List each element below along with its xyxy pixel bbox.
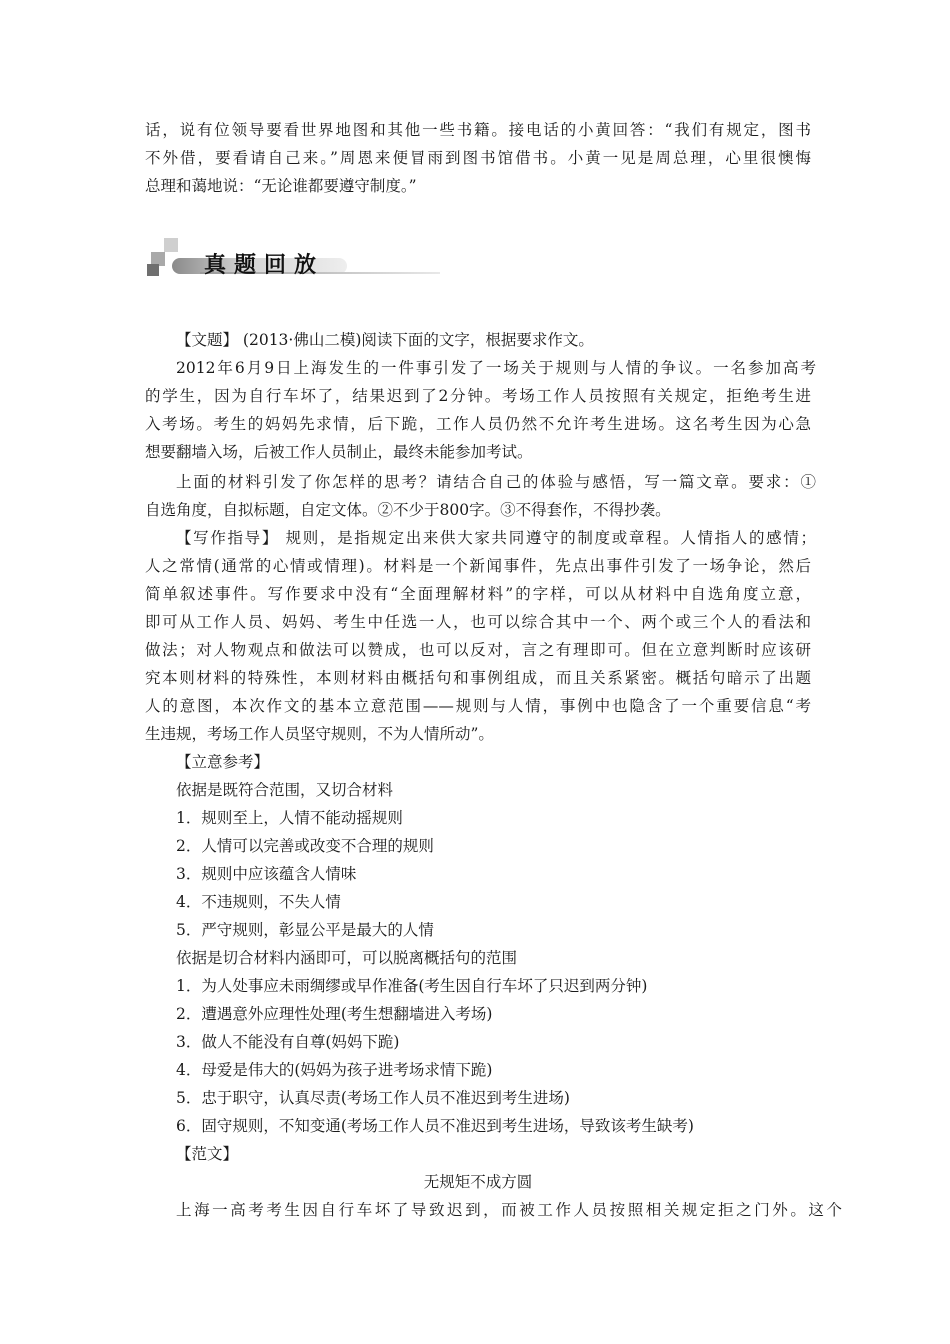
requirement-line: 自选角度，自拟标题，自定文体。②不少于800字。③不得套作，不得抄袭。 <box>145 501 671 519</box>
reference-group-intro: 依据是既符合范围，又切合材料 <box>176 781 394 799</box>
intro-line: 不外借，要看请自己来。”周恩来便冒雨到图书馆借书。小黄一见是周总理，心里很懊悔 <box>145 149 811 167</box>
guidance-line: 生违规，考场工作人员坚守规则，不为人情所动”。 <box>145 725 494 743</box>
section-title: 真题回放 <box>204 252 325 278</box>
guidance-line: 人的意图，本次作文的基本立意范围——规则与人情，事例中也隐含了一个重要信息“考 <box>145 697 811 715</box>
reference-item: 5．忠于职守，认真尽责(考场工作人员不准迟到考生进场) <box>176 1089 570 1107</box>
reference-item: 2．遭遇意外应理性处理(考生想翻墙进入考场) <box>176 1005 493 1023</box>
intro-line: 话，说有位领导要看世界地图和其他一些书籍。接电话的小黄回答：“我们有规定，图书 <box>145 121 811 139</box>
reference-item: 3．规则中应该蕴含人情味 <box>176 865 357 883</box>
guidance-line: 究本则材料的特殊性，本则材料由概括句和事例组成，而且关系紧密。概括句暗示了出题 <box>145 669 811 687</box>
reference-item: 2．人情可以完善或改变不合理的规则 <box>176 837 434 855</box>
guidance-line: 人之常情(通常的心情或情理)。材料是一个新闻事件，先点出事件引发了一场争论，然后 <box>145 557 811 575</box>
essay-header: 【范文】 <box>176 1145 239 1163</box>
reference-item: 1．为人处事应未雨绸缪或早作准备(考生因自行车坏了只迟到两分钟) <box>176 977 648 995</box>
material-line: 入考场。考生的妈妈先求情，后下跪，工作人员仍然不允许考生进场。这名考生因为心急 <box>145 415 811 433</box>
intro-line: 总理和蔼地说：“无论谁都要遵守制度。” <box>145 177 417 195</box>
reference-header: 【立意参考】 <box>176 753 270 771</box>
reference-item: 6．固守规则，不知变通(考场工作人员不准迟到考生进场，导致该考生缺考) <box>176 1117 694 1135</box>
essay-line: 上海一高考考生因自行车坏了导致迟到，而被工作人员按照相关规定拒之门外。这个 <box>176 1201 842 1219</box>
question-header: 【文题】 (2013·佛山二模)阅读下面的文字，根据要求作文。 <box>176 331 594 349</box>
reference-item: 5．严守规则，彰显公平是最大的人情 <box>176 921 434 939</box>
requirement-line: 上面的材料引发了你怎样的思考？请结合自己的体验与感悟，写一篇文章。要求：① <box>176 473 816 491</box>
guidance-line: 做法；对人物观点和做法可以赞成，也可以反对，言之有理即可。但在立意判断时应该研 <box>145 641 811 659</box>
essay-title: 无规矩不成方圆 <box>423 1173 533 1191</box>
reference-item: 3．做人不能没有自尊(妈妈下跪) <box>176 1033 400 1051</box>
banner-decoration <box>164 238 178 252</box>
guidance-line: 【写作指导】 规则，是指规定出来供大家共同遵守的制度或章程。人情指人的感情； <box>176 529 816 547</box>
reference-item: 1．规则至上，人情不能动摇规则 <box>176 809 403 827</box>
guidance-line: 简单叙述事件。写作要求中没有“全面理解材料”的字样，可以从材料中自选角度立意， <box>145 585 811 603</box>
material-line: 想要翻墙入场，后被工作人员制止，最终未能参加考试。 <box>145 443 533 461</box>
material-line: 2012年6月9日上海发生的一件事引发了一场关于规则与人情的争议。一名参加高考 <box>176 359 816 377</box>
reference-group-intro: 依据是切合材料内涵即可，可以脱离概括句的范围 <box>176 949 518 967</box>
guidance-line: 即可从工作人员、妈妈、考生中任选一人，也可以综合其中一个、两个或三个人的看法和 <box>145 613 811 631</box>
reference-item: 4．母爱是伟大的(妈妈为孩子进考场求情下跪) <box>176 1061 493 1079</box>
banner-decoration <box>147 264 159 276</box>
reference-item: 4．不违规则，不失人情 <box>176 893 341 911</box>
section-banner <box>140 238 440 282</box>
material-line: 的学生，因为自行车坏了，结果迟到了2分钟。考场工作人员按照有关规定，拒绝考生进 <box>145 387 811 405</box>
